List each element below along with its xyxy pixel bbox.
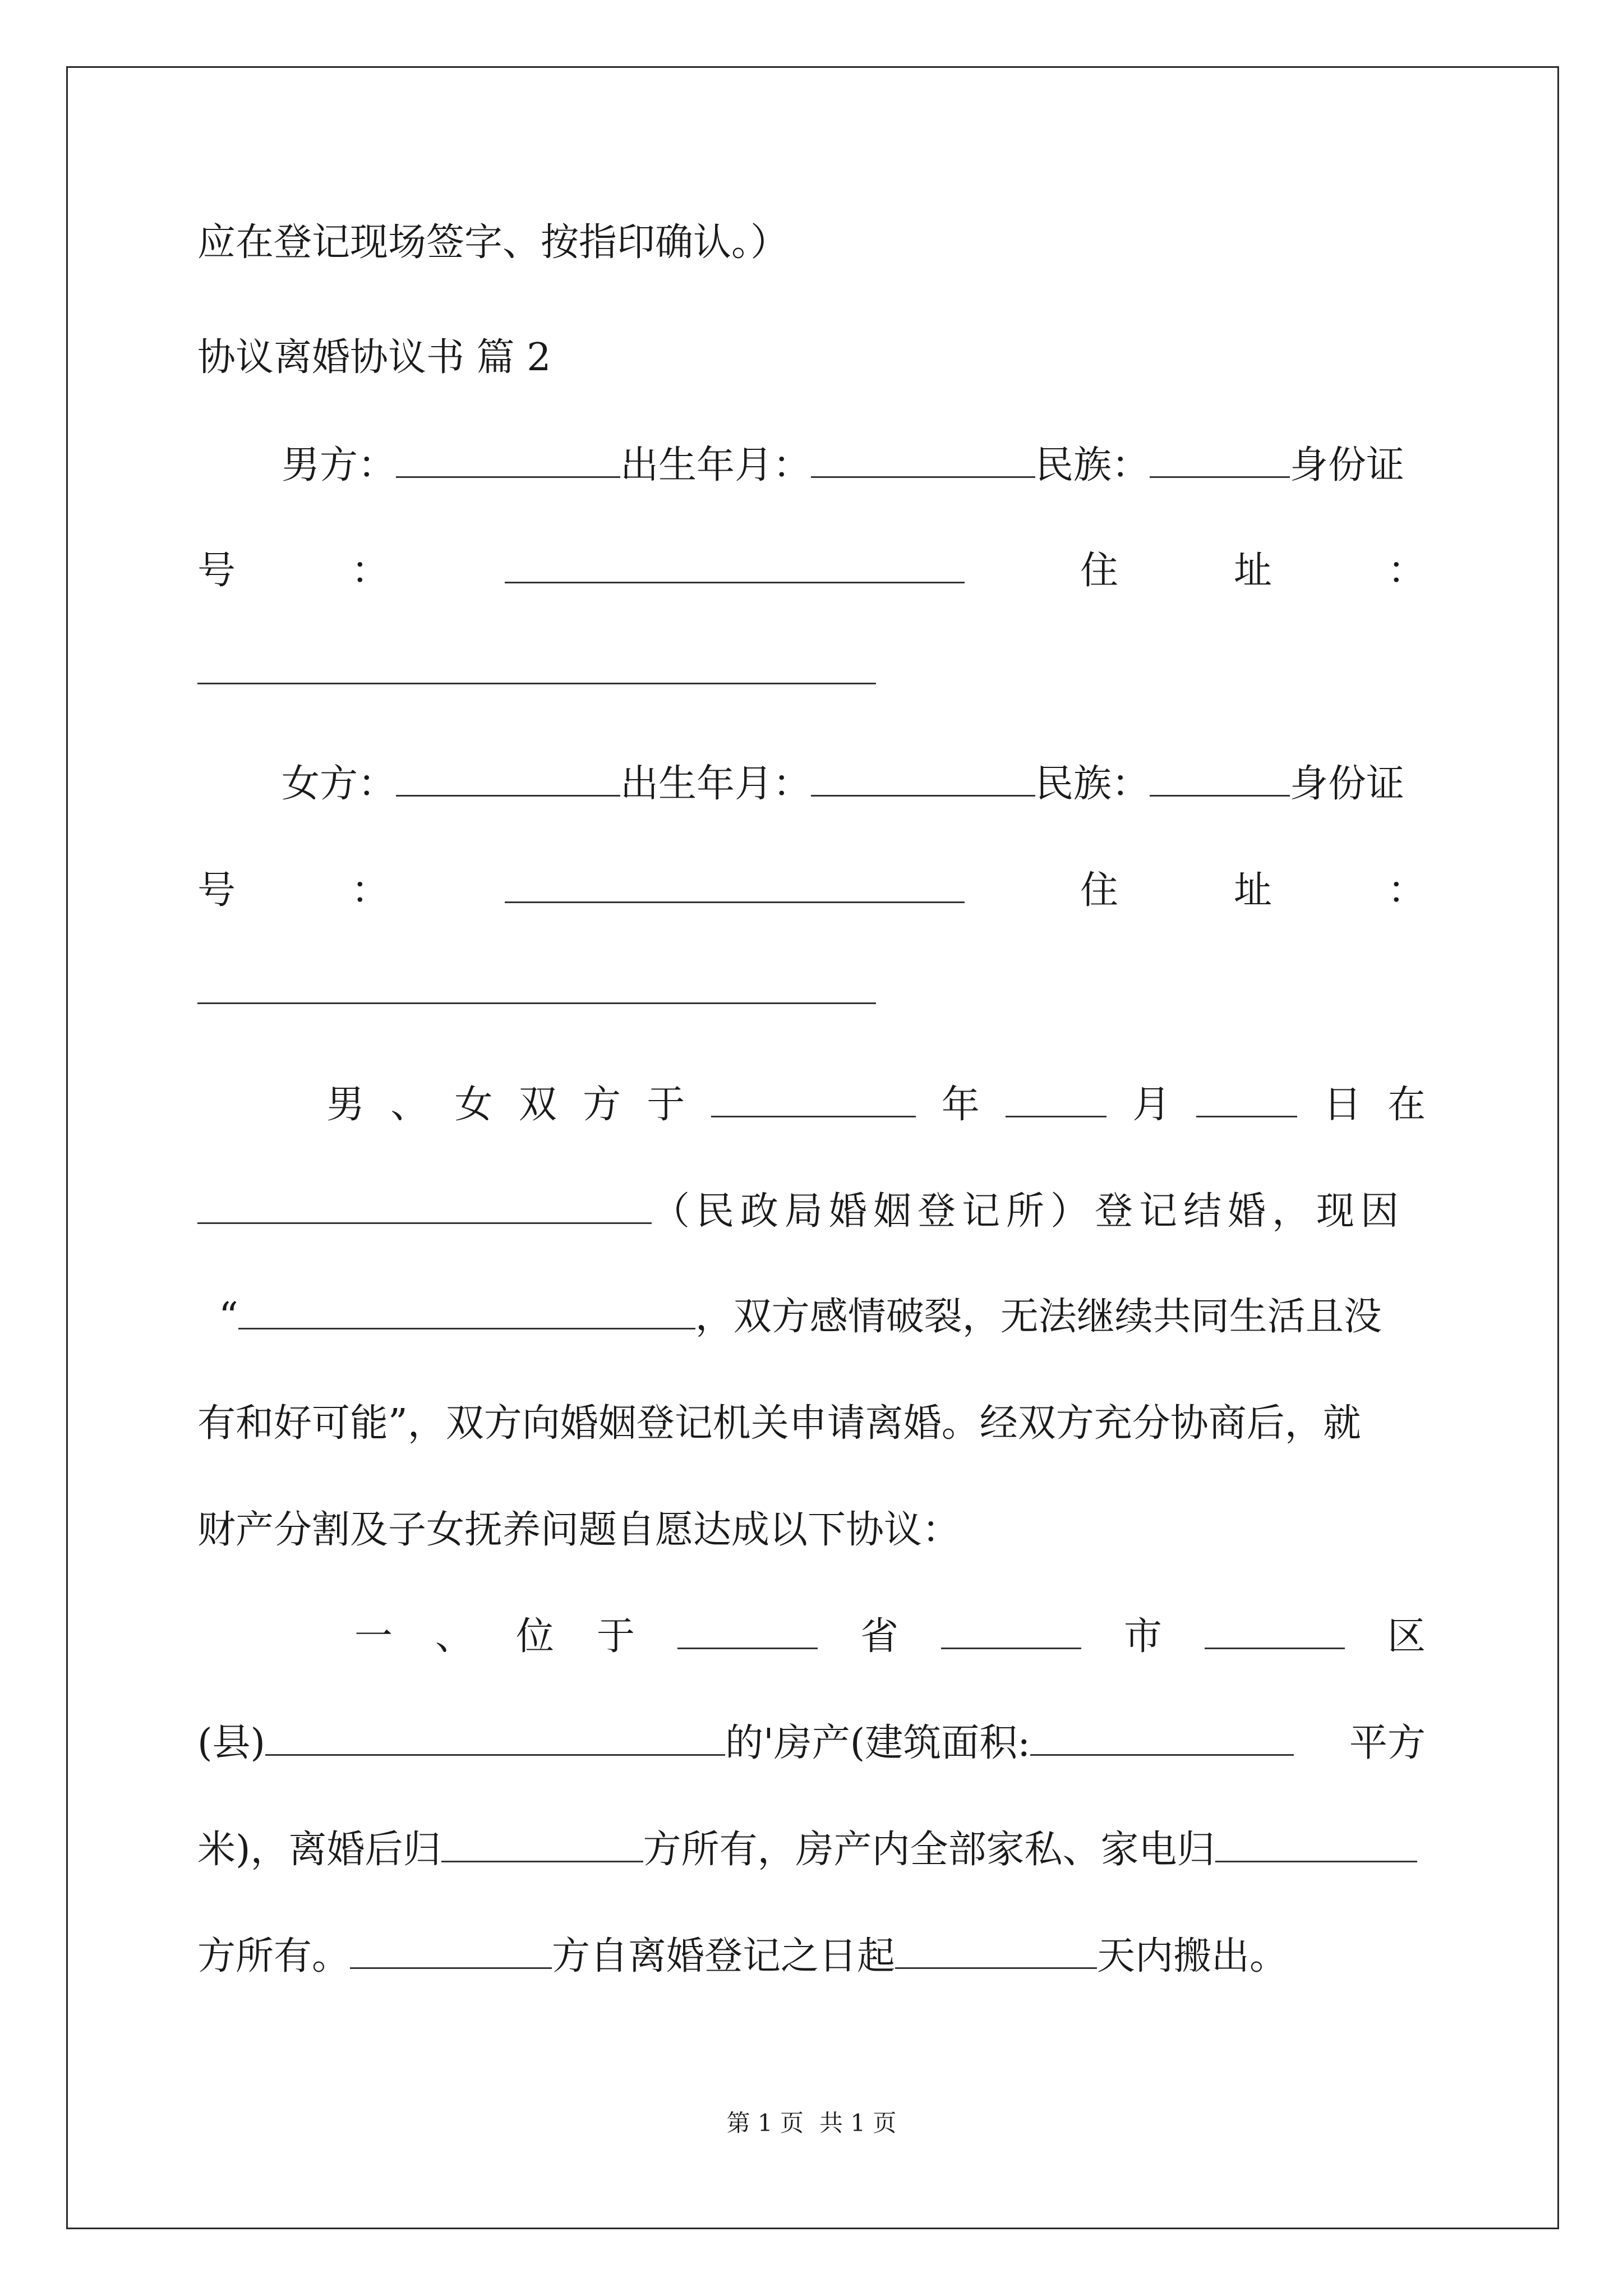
- registry-blank[interactable]: [197, 1190, 652, 1224]
- page-total: 共 1 页: [819, 2109, 897, 2137]
- male-ethnic-blank[interactable]: [1150, 444, 1290, 478]
- marriage-day-blank[interactable]: [1196, 1083, 1297, 1117]
- city-blank[interactable]: [941, 1615, 1081, 1649]
- female-birth-blank[interactable]: [811, 762, 1035, 797]
- female-address-line: [197, 965, 1426, 1019]
- female-id-blank[interactable]: [505, 869, 965, 903]
- male-birth-blank[interactable]: [811, 444, 1035, 478]
- male-id-address-line: 号 ： 住 址 ：: [197, 549, 1426, 593]
- move-out-party-blank[interactable]: [350, 1935, 552, 1969]
- para2-line3: 米)，离婚后归 方所有，房产内全部家私、家电归: [197, 1823, 1426, 1877]
- female-birth-label: 出生年月：: [620, 762, 811, 806]
- female-ethnic-blank[interactable]: [1150, 762, 1290, 797]
- province-blank[interactable]: [677, 1615, 818, 1649]
- para1-line2: （民政局婚姻登记所）登记结婚，现因: [197, 1185, 1426, 1239]
- male-address-blank[interactable]: [197, 650, 876, 684]
- para1-line5: 财产分割及子女抚养问题自愿达成以下协议：: [197, 1508, 961, 1552]
- male-address-line: [197, 645, 1426, 699]
- female-ethnic-label: 民族：: [1035, 762, 1150, 806]
- text-line-1: 应在登记现场签字、按指印确认。）: [197, 220, 789, 265]
- para1-line3: “ ，双方感情破裂，无法继续共同生活且没: [219, 1295, 1382, 1339]
- male-id-blank[interactable]: [505, 549, 965, 583]
- page-number: 第 1 页: [726, 2109, 804, 2137]
- male-id-label: 身份证: [1290, 443, 1405, 487]
- marriage-month-blank[interactable]: [1006, 1083, 1106, 1117]
- page-footer: [0, 2106, 1623, 2140]
- para2-line1: 一 、 位 于 省 市 区: [354, 1614, 1426, 1659]
- male-ethnic-label: 民族：: [1035, 443, 1150, 487]
- female-name-blank[interactable]: [396, 762, 620, 797]
- house-owner-blank[interactable]: [441, 1828, 643, 1862]
- district-blank[interactable]: [1205, 1615, 1345, 1649]
- para1-line4: 有和好可能”，双方向婚姻登记机关申请离婚。经双方充分协商后，就: [197, 1401, 1361, 1446]
- move-out-days-blank[interactable]: [895, 1935, 1097, 1969]
- male-label: 男方：: [282, 443, 396, 487]
- section-title: 协议离婚协议书 篇 2: [197, 335, 551, 380]
- female-id-label: 身份证: [1290, 762, 1405, 806]
- para2-line4: 方所有。 方自离婚登记之日起 天内搬出。: [197, 1934, 1288, 1978]
- female-id-address-line: 号 ： 住 址 ：: [197, 868, 1426, 913]
- male-name-blank[interactable]: [396, 444, 620, 478]
- divorce-reason-blank[interactable]: [238, 1295, 695, 1329]
- female-info-line: [282, 757, 1426, 811]
- furniture-owner-blank[interactable]: [1215, 1828, 1417, 1862]
- para2-line2: (县) 的'房产(建筑面积: 平方: [197, 1721, 1426, 1765]
- floor-area-blank[interactable]: [1030, 1722, 1294, 1756]
- marriage-year-blank[interactable]: [711, 1083, 916, 1117]
- male-birth-label: 出生年月：: [620, 443, 811, 487]
- para1-line1: 男 、 女 双 方 于 年 月 日 在: [326, 1083, 1426, 1127]
- female-label: 女方：: [282, 762, 396, 806]
- male-info-line: [282, 439, 1426, 493]
- female-address-blank[interactable]: [197, 970, 876, 1004]
- page-border: [66, 66, 1559, 2229]
- house-location-blank[interactable]: [265, 1722, 725, 1756]
